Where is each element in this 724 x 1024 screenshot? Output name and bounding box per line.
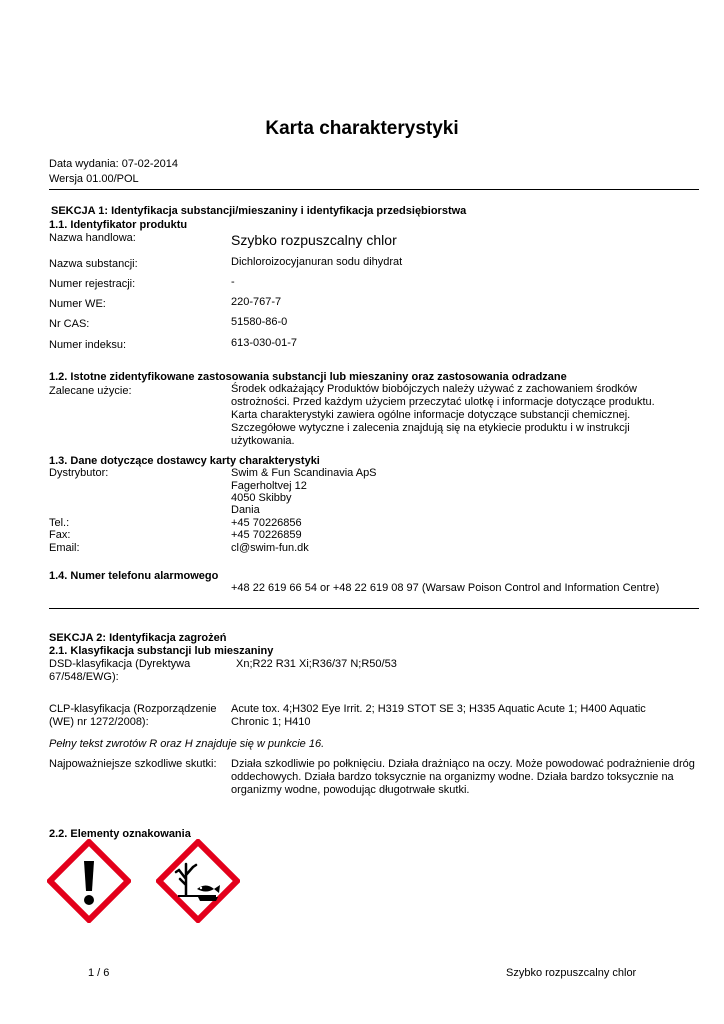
distributor-name: Swim & Fun Scandinavia ApS [231, 467, 377, 479]
distributor-label: Dystrybutor: [49, 467, 109, 479]
subsection-2-2-heading: 2.2. Elementy oznakowania [49, 828, 191, 840]
recommended-use-value: Środek odkażający Produktów biobójczych należy używać z zachowaniem środków ostrożności. Przed każdym użyciem przeczytać ulotkę i informacje dotyczące produktu. Karta charakterystyki zawiera ogólne informacje dotyczące substancji chemicznej. Szczegółowe wytyczne i zalecenia znajdują się na etykiecie produktu i w instrukcji użytkowania. [231, 383, 655, 447]
environment-pictogram [156, 839, 240, 923]
section-1-heading: SEKCJA 1: Identyfikacja substancji/mieszaniny i identyfikacja przedsiębiorstwa [51, 205, 467, 217]
registration-number-label: Numer rejestracji: [49, 278, 136, 290]
trade-name-label: Nazwa handlowa: [49, 232, 136, 244]
cas-number-label: Nr CAS: [49, 318, 90, 330]
document-title: Karta charakterystyki [265, 118, 459, 139]
substance-name-value: Dichloroizocyjanuran sodu dihydrat [231, 256, 403, 268]
harmful-effects-value: Działa szkodliwie po połknięciu. Działa drażniąco na oczy. Może powodować podrażnienie dróg oddechowych. Działa bardzo toksycznie na organizmy wodne. Działa bardzo toksycznie na organizmy wodne, powodując długotrwałe skutki. [231, 758, 695, 796]
distributor-country: Dania [231, 504, 260, 516]
index-number-value: 613-030-01-7 [231, 337, 298, 349]
subsection-1-4-heading: 1.4. Numer telefonu alarmowego [49, 570, 219, 582]
recommended-use-label: Zalecane użycie: [49, 385, 132, 397]
trade-name-value: Szybko rozpuszcalny chlor [231, 232, 397, 248]
cas-number-value: 51580-86-0 [231, 316, 288, 328]
version: Wersja 01.00/POL [49, 173, 139, 185]
section-2-heading: SEKCJA 2: Identyfikacja zagrożeń [49, 632, 227, 644]
exclamation-mark-pictogram [47, 839, 131, 923]
dsd-classification-value: Xn;R22 R31 Xi;R36/37 N;R50/53 [236, 658, 397, 670]
divider [49, 189, 699, 190]
subsection-1-3-heading: 1.3. Dane dotyczące dostawcy karty charakterystyki [49, 455, 320, 467]
registration-number-value: - [231, 276, 235, 288]
clp-classification-value: Acute tox. 4;H302 Eye Irrit. 2; H319 STOT SE 3; H335 Aquatic Acute 1; H400 Aquatic Chronic 1; H410 [231, 703, 646, 728]
page-number: 1 / 6 [88, 967, 110, 979]
email-value[interactable]: cl@swim-fun.dk [231, 542, 309, 554]
full-text-note: Pełny tekst zwrotów R oraz H znajduje się w punkcie 16. [49, 738, 325, 750]
dsd-classification-label: DSD-klasyfikacja (Dyrektywa 67/548/EWG): [49, 658, 191, 683]
email-label: Email: [49, 542, 80, 554]
tel-label: Tel.: [49, 517, 70, 529]
subsection-1-1-heading: 1.1. Identyfikator produktu [49, 219, 188, 231]
issue-date: Data wydania: 07-02-2014 [49, 158, 179, 170]
divider [49, 608, 699, 609]
subsection-2-1-heading: 2.1. Klasyfikacja substancji lub mieszaniny [49, 645, 274, 657]
clp-classification-label: CLP-klasyfikacja (Rozporządzenie (WE) nr 1272/2008): [49, 703, 217, 728]
emergency-phone: +48 22 619 66 54 or +48 22 619 08 97 (Warsaw Poison Control and Information Centre) [231, 582, 660, 594]
tel-value: +45 70226856 [231, 517, 302, 529]
index-number-label: Numer indeksu: [49, 339, 127, 351]
substance-name-label: Nazwa substancji: [49, 258, 138, 270]
subsection-1-2-heading: 1.2. Istotne zidentyfikowane zastosowania substancji lub mieszaniny oraz zastosowania odradzane [49, 371, 567, 383]
distributor-city: 4050 Skibby [231, 492, 292, 504]
fax-value: +45 70226859 [231, 529, 302, 541]
fax-label: Fax: [49, 529, 71, 541]
distributor-street: Fagerholtvej 12 [231, 480, 307, 492]
harmful-effects-label: Najpoważniejsze szkodliwe skutki: [49, 758, 217, 770]
footer-product-name: Szybko rozpuszcalny chlor [506, 967, 637, 979]
we-number-label: Numer WE: [49, 298, 106, 310]
we-number-value: 220-767-7 [231, 296, 282, 308]
